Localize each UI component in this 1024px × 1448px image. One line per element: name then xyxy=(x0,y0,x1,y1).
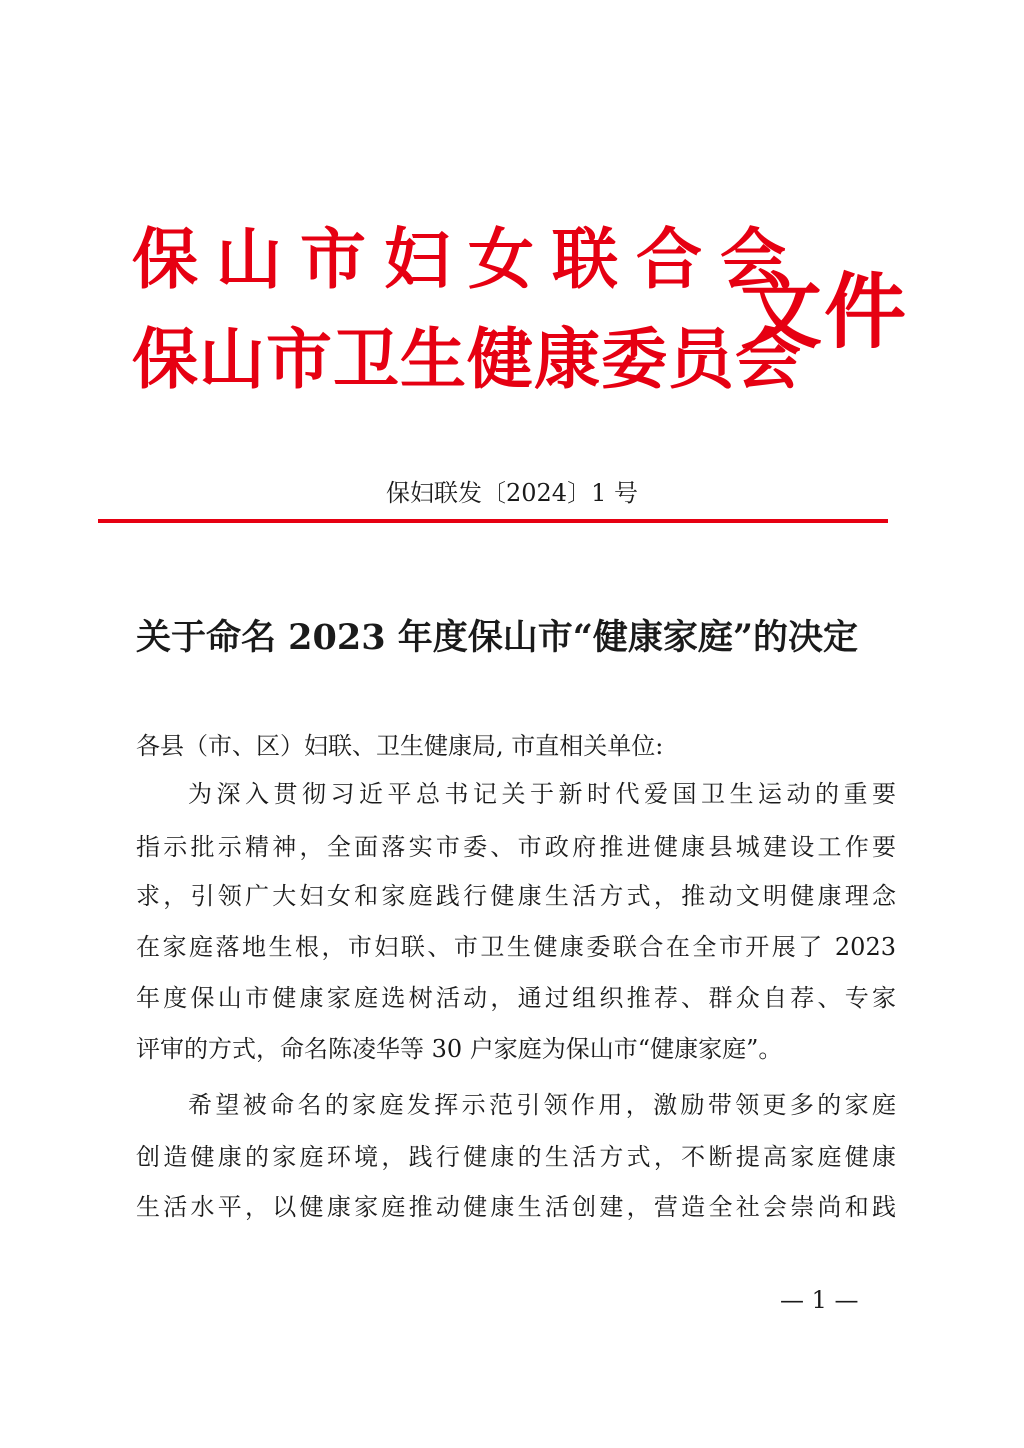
document-title: 关于命名 2023 年度保山市“健康家庭”的决定 xyxy=(136,617,859,658)
paragraph-1-line: 为深入贯彻习近平总书记关于新时代爱国卫生运动的重要 xyxy=(188,780,896,808)
red-separator-rule xyxy=(98,519,888,523)
paragraph-1-line: 求，引领广大妇女和家庭践行健康生活方式，推动文明健康理念 xyxy=(136,882,896,910)
issuer-womens-federation: 保山市妇女联合会 xyxy=(132,221,804,298)
paragraph-1-line: 评审的方式，命名陈凌华等 30 户家庭为保山市“健康家庭”。 xyxy=(136,1035,783,1063)
paragraph-1-line: 在家庭落地生根，市妇联、市卫生健康委联合在全市开展了 2023 xyxy=(136,933,896,961)
paragraph-2-line: 希望被命名的家庭发挥示范引领作用，激励带领更多的家庭 xyxy=(188,1091,896,1119)
paragraph-2-line: 生活水平，以健康家庭推动健康生活创建，营造全社会崇尚和践 xyxy=(136,1193,896,1221)
issuer-health-commission: 保山市卫生健康委员会 xyxy=(132,321,802,398)
document-number: 保妇联发〔2024〕1 号 xyxy=(386,479,638,507)
document-type-label: 文件 xyxy=(740,265,909,360)
paragraph-1-line: 年度保山市健康家庭选树活动，通过组织推荐、群众自荐、专家 xyxy=(136,984,896,1012)
paragraph-1-line: 指示批示精神，全面落实市委、市政府推进健康县城建设工作要 xyxy=(136,833,896,861)
salutation: 各县（市、区）妇联、卫生健康局, 市直相关单位: xyxy=(136,732,664,760)
page-number: — 1 — xyxy=(780,1286,859,1314)
paragraph-2-line: 创造健康的家庭环境，践行健康的生活方式，不断提高家庭健康 xyxy=(136,1143,896,1171)
